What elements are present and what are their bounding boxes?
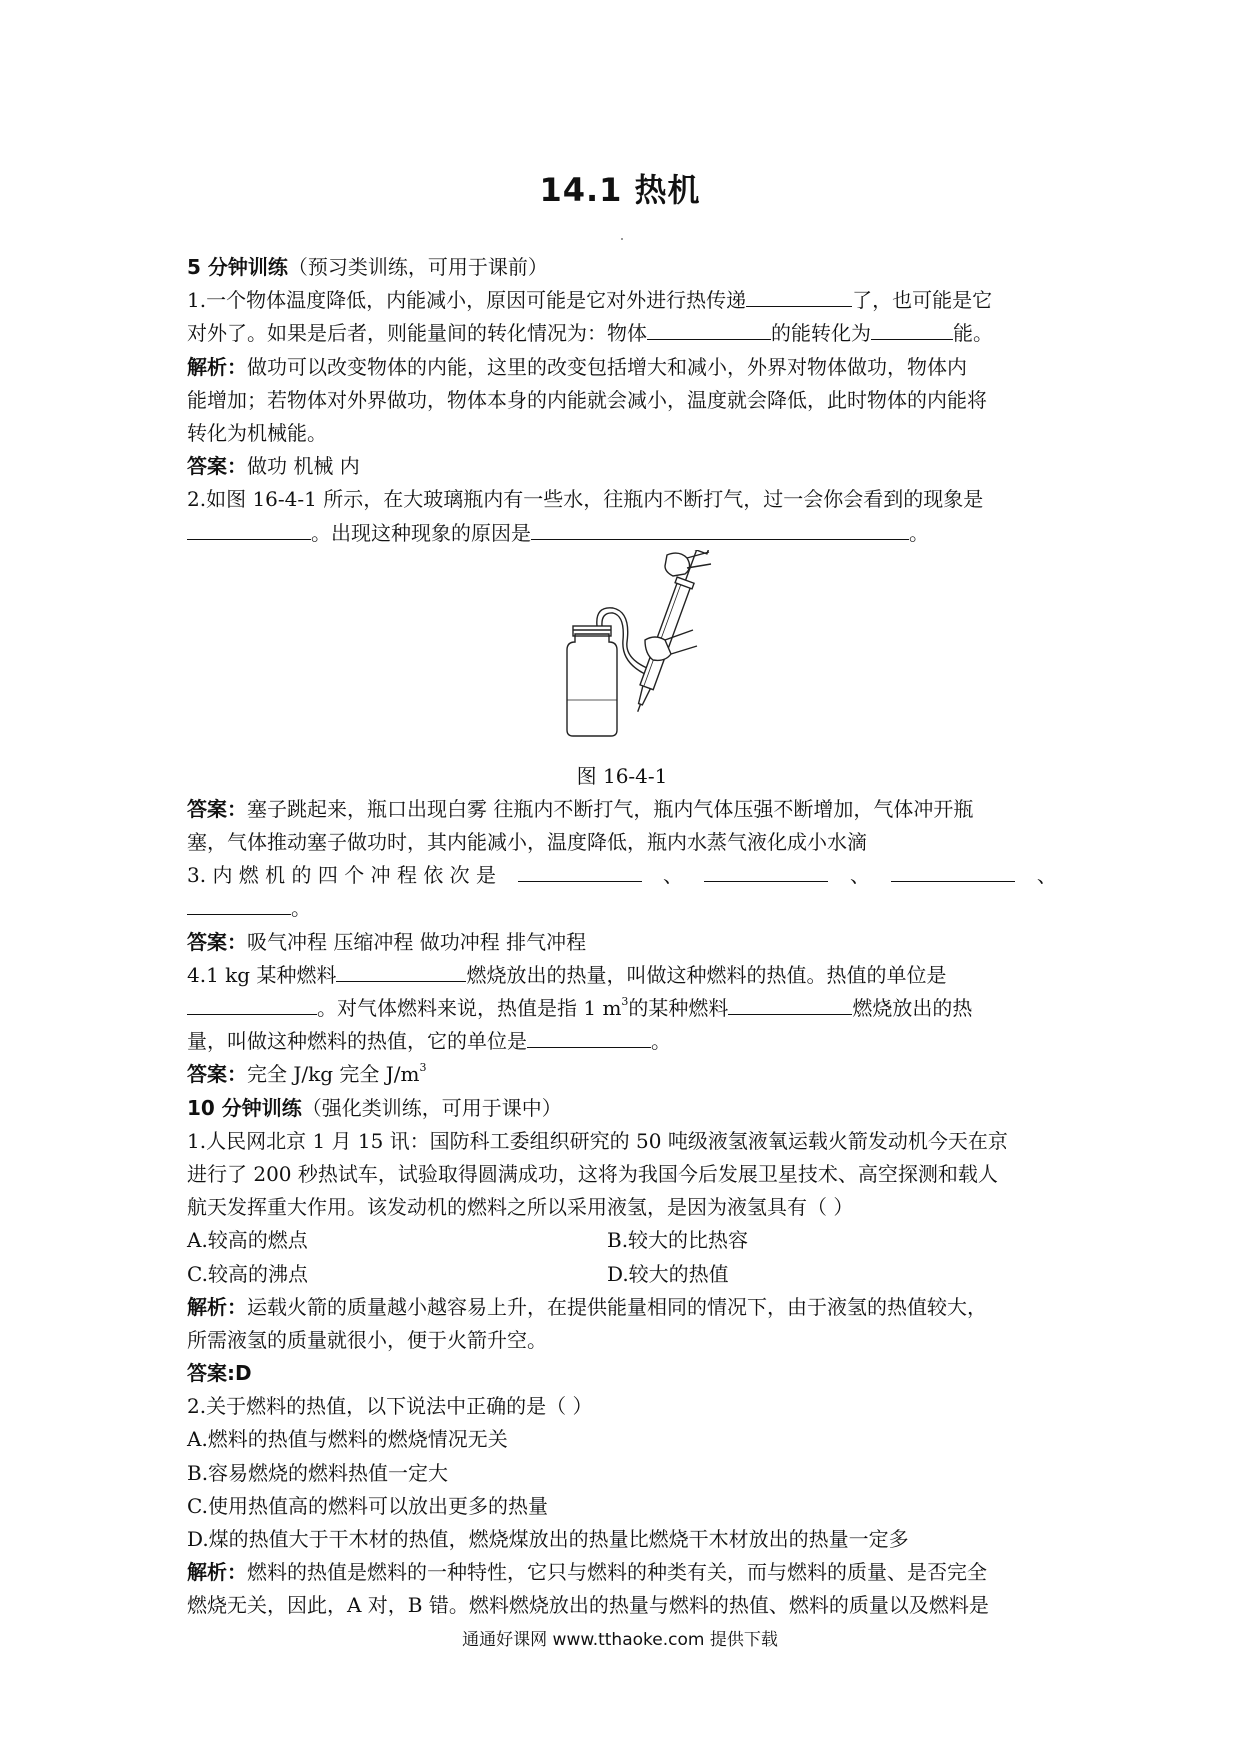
answer-blank [527, 1025, 651, 1048]
answer-blank [647, 317, 771, 340]
text: 、 [849, 863, 870, 888]
bottle-pump-illustration [547, 550, 717, 760]
analysis-label: 解析： [187, 354, 247, 379]
q1-analysis-1 [187, 351, 1057, 384]
answer-blank [336, 959, 466, 982]
text: 吸气冲程 压缩冲程 做功冲程 排气冲程 [247, 929, 587, 954]
answer-blank [704, 859, 828, 882]
q3-line-1 [187, 859, 1057, 892]
answer-blank [187, 992, 317, 1015]
text: 了。如果是后者，则能量间的转化情况为：物体 [227, 321, 647, 346]
superscript: 3 [419, 1061, 427, 1075]
page-footer: 通通好课网 www.tthaoke.com 提供下载 [462, 1630, 778, 1650]
s2-q1-line-3: 航天发挥重大作用。该发动机的燃料之所以采用液氢，是因为液氢具有（ ） [187, 1195, 854, 1220]
text: 。对气体燃料来说，热值是指 1 m [317, 996, 622, 1020]
answer-label: 答案： [187, 929, 247, 954]
q1-answer [187, 450, 1057, 483]
s2-q1-options-ab [187, 1224, 1057, 1257]
q4-answer [187, 1058, 1057, 1091]
text: 3. 内 燃 机 的 四 个 冲 程 依 次 是 [187, 863, 497, 888]
section-heading-10min [187, 1092, 1057, 1125]
text: 了，也可能是它 [852, 288, 993, 313]
text: 能。 [953, 321, 993, 346]
analysis-label: 解析： [187, 1294, 247, 1319]
analysis-label: 解析： [187, 1560, 247, 1585]
text: 量，叫做这种燃料的热值，它的单位是 [187, 1029, 527, 1054]
text: 。 [651, 1029, 671, 1054]
s2-q1-answer [187, 1357, 1057, 1390]
answer-blank [187, 892, 291, 915]
text: 的某种燃料 [628, 996, 729, 1020]
q1-analysis-3: 转化为机械能。 [187, 420, 327, 445]
section-note: （预习类训练，可用于课前） [287, 255, 548, 279]
q1-line-2 [187, 317, 1057, 350]
text: 燃料的热值是燃料的一种特性，它只与燃料的种类有关，而与燃料的质量、是否完全 [247, 1560, 987, 1585]
text: 做功可以改变物体的内能，这里的改变包括增大和减小，外界对物体做功，物体内 [247, 354, 967, 379]
s2-q2-option-a: A.燃料的热值与燃料的燃烧情况无关 [187, 1427, 508, 1452]
q1-line-1 [187, 284, 1057, 317]
answer-blank [871, 317, 953, 340]
option-d: D.较大的热值 [607, 1261, 729, 1286]
superscript: 3 [621, 995, 629, 1008]
q3-answer [187, 926, 1057, 959]
section-title: 5 分钟训练 [187, 255, 288, 279]
text: 做功 机械 内 [247, 454, 360, 479]
answer-blank [531, 517, 909, 540]
s2-q1-line-2: 进行了 200 秒热试车，试验取得圆满成功，这将为我国今后发展卫星技术、高空探测和载人 [187, 1161, 998, 1186]
text: 运载火箭的质量越小越容易上升，在提供能量相同的情况下，由于液氢的热值较大， [247, 1294, 987, 1319]
answer-blank [187, 517, 311, 540]
answer-label: 答案： [187, 1062, 247, 1087]
text: 完全 J/kg 完全 J/m [247, 1062, 420, 1087]
figure-bottle-pump [187, 550, 1057, 760]
option-b: B.较大的比热容 [607, 1228, 749, 1253]
q2-line-1: 2.如图 16-4-1 所示，在大玻璃瓶内有一些水，往瓶内不断打气，过一会你会看到的现象是 [187, 487, 984, 512]
answer-label: 答案: [187, 1361, 235, 1386]
q3-line-2 [187, 892, 1057, 925]
q2-line-2 [187, 517, 1057, 550]
answer-label: 答案： [187, 454, 247, 479]
s2-q2-line-1: 2.关于燃料的热值，以下说法中正确的是（ ） [187, 1394, 593, 1419]
figure-caption: 图 16-4-1 [576, 763, 668, 788]
text: 4.1 kg 某种燃料 [187, 962, 337, 987]
text: 塞子跳起来，瓶口出现白雾 往瓶内不断打气，瓶内气体压强不断增加，气体冲开瓶 [247, 796, 974, 821]
q4-line-3 [187, 1025, 1057, 1058]
option-c: C.较高的沸点 [187, 1261, 308, 1286]
option-a: A.较高的燃点 [187, 1228, 308, 1253]
answer-blank [746, 284, 852, 307]
text: 。出现这种现象的原因是 [311, 520, 531, 545]
answer-blank [891, 859, 1015, 882]
s2-q2-analysis-1 [187, 1556, 1057, 1589]
text: 燃烧放出的热 [852, 996, 973, 1020]
answer-label: 答案： [187, 796, 247, 821]
q1-analysis-2: 能增加；若物体对外界做功，物体本身的内能就会减小，温度就会降低，此时物体的内能将 [187, 387, 987, 412]
s2-q1-options-cd [187, 1258, 1057, 1291]
q4-line-1 [187, 959, 1057, 992]
s2-q2-analysis-2: 燃烧无关，因此，A 对，B 错。燃料燃烧放出的热量与燃料的热值、燃料的质量以及燃料是 [187, 1593, 989, 1618]
q4-line-2 [187, 992, 1057, 1025]
s2-q2-option-d: D.煤的热值大于干木材的热值，燃烧煤放出的热量比燃烧干木材放出的热量一定多 [187, 1527, 909, 1551]
q2-answer-2: 塞，气体推动塞子做功时，其内能减小，温度降低，瓶内水蒸气液化成小水滴 [187, 830, 867, 855]
answer-value: D [235, 1361, 252, 1386]
s2-q1-analysis-2: 所需液氢的质量就很小，便于火箭升空。 [187, 1327, 547, 1352]
answer-blank [728, 992, 852, 1015]
answer-blank [518, 859, 642, 882]
s2-q1-line-1: 1.人民网北京 1 月 15 讯：国防科工委组织研究的 50 吨级液氢液氧运载火箭发动机今天在京 [187, 1128, 1008, 1153]
section-heading-5min [187, 251, 1057, 284]
s2-q2-option-c: C.使用热值高的燃料可以放出更多的热量 [187, 1493, 548, 1518]
stray-dot [621, 238, 623, 240]
text: 、 [1036, 863, 1057, 888]
page-title: 14.1 热机 [539, 171, 701, 209]
text: 燃烧放出的热量，叫做这种燃料的热值。热值的单位是 [466, 962, 947, 987]
text: 对外 [187, 321, 227, 346]
section-title: 10 分钟训练 [187, 1095, 302, 1120]
section-note: （强化类训练，可用于课中） [301, 1095, 562, 1120]
text: 、 [662, 863, 683, 888]
page-content [187, 251, 1057, 1623]
text: 。 [291, 896, 311, 921]
text: 的能转化为 [771, 321, 871, 346]
q2-answer-1 [187, 793, 1057, 826]
text: 。 [909, 520, 929, 545]
s2-q1-analysis-1 [187, 1291, 1057, 1324]
s2-q2-option-b: B.容易燃烧的燃料热值一定大 [187, 1460, 449, 1485]
text: 1.一个物体温度降低，内能减小，原因可能是它对外进行热传递 [187, 288, 747, 313]
